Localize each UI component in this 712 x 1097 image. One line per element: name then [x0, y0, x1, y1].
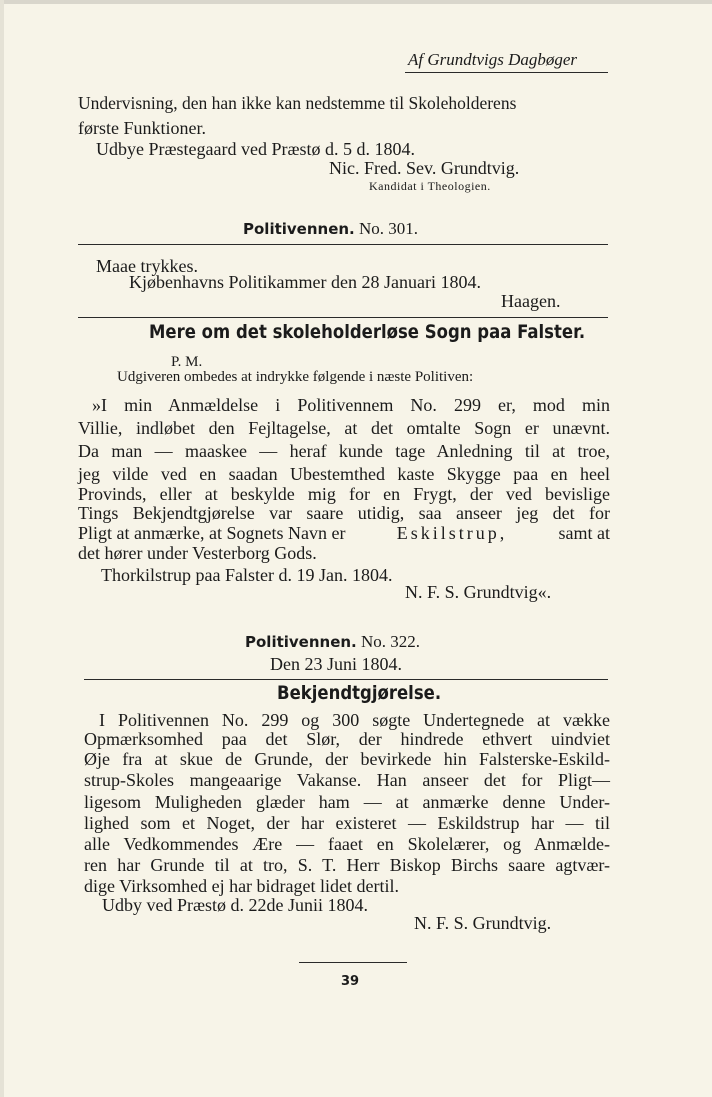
intro-place-date: Udbye Præstegaard ved Præstø d. 5 d. 1804. [96, 139, 415, 159]
intro-title: Kandidat i Theologien. [369, 179, 491, 193]
section1-top-rule [78, 244, 608, 245]
section3-date: Den 23 Juni 1804. [270, 654, 402, 674]
page-number: 39 [341, 974, 360, 989]
section2-request: Udgiveren ombedes at indrykke følgende i næste Politiven: [117, 369, 474, 385]
section3-title: Bekjendtgjørelse. [277, 682, 442, 704]
section3-rule [84, 679, 608, 680]
section3-heading [245, 632, 420, 652]
section3-signature: N. F. S. Grundtvig. [414, 913, 552, 933]
scan-edge-left [0, 0, 4, 1097]
section1-bottom-rule [78, 317, 608, 318]
header-rule [405, 72, 608, 73]
section2-body-line-6: Tings Bekjendtgjørelse var saare utidig, saa anseer jeg det for [78, 503, 610, 523]
section1-line-2: Kjøbenhavns Politikammer den 28 Januari 1804. [129, 272, 481, 292]
section3-heading-name: Politivennen. [245, 633, 357, 651]
intro-line-1: Undervisning, den han ikke kan nedstemme til Skoleholderens [78, 93, 517, 113]
section2-body-line-5: Provinds, eller at beskylde mig for en Frygt, der ved bevislige [78, 484, 610, 504]
section2-pm: P. M. [171, 354, 203, 370]
section3-body-line-4: strup-Skoles mangeaarige Vakanse. Han anseer det for Pligt— [84, 770, 610, 790]
section3-body-line-1: I Politivennen No. 299 og 300 søgte Undertegnede at vække [99, 710, 610, 730]
intro-line-2: første Funktioner. [78, 118, 206, 138]
section2-body-line-1: »I min Anmældelse i Politivennem No. 299 er, mod min [92, 395, 610, 415]
section2-body-line-7-start: Pligt at anmærke, at Sognets Navn er [78, 523, 346, 543]
intro-signature: Nic. Fred. Sev. Grundtvig. [329, 158, 520, 178]
section2-body-line-7-end: samt at [558, 523, 610, 543]
running-title: Af Grundtvigs Dagbøger [408, 50, 578, 69]
section2-body-line-7 [78, 523, 610, 544]
section3-body-line-5: ligesom Muligheden glæder ham — at anmærke denne Under- [84, 792, 610, 812]
scan-edge-top [0, 0, 712, 4]
section2-place-date: Thorkilstrup paa Falster d. 19 Jan. 1804. [101, 565, 393, 585]
section2-body-line-2: Villie, indløbet den Fejltagelse, at det omtalte Sogn er unævnt. [78, 418, 610, 438]
section2-body-line-3: Da man — maaskee — heraf kunde tage Anledning til at troe, [78, 441, 610, 461]
section2-body-line-8: det hører under Vesterborg Gods. [78, 543, 317, 563]
section1-heading-number: No. 301. [359, 219, 419, 238]
section3-body-line-9: dige Virksomhed ej har bidraget lidet dertil. [84, 876, 399, 896]
section1-heading-name: Politivennen. [243, 220, 355, 238]
section2-signature: N. F. S. Grundtvig«. [405, 582, 552, 602]
section1-line-1: Maae trykkes. [96, 256, 198, 276]
section2-body-line-4: jeg vilde ved en saadan Ubestemthed kaste Skygge paa en heel [78, 464, 610, 484]
section3-body-line-3: Øje fra at skue de Grunde, der bevirkede hin Falsterske-Eskild- [84, 749, 610, 769]
section3-body-line-8: ren har Grunde til at tro, S. T. Herr Biskop Birchs saare agtvær- [84, 855, 610, 875]
footer-rule [299, 962, 407, 963]
section1-heading [243, 219, 418, 239]
section3-body-line-6: lighed som et Noget, der har existeret — Eskildstrup har — til [84, 813, 610, 833]
section1-signature: Haagen. [501, 291, 561, 311]
section2-title: Mere om det skoleholderløse Sogn paa Falster. [149, 321, 586, 343]
section3-place-date: Udby ved Præstø d. 22de Junii 1804. [102, 895, 369, 915]
section2-parish-name: Eskilstrup, [396, 523, 508, 543]
section3-body-line-2: Opmærksomhed paa det Slør, der hindrede ethvert uindviet [84, 729, 610, 749]
section3-heading-number: No. 322. [361, 632, 421, 651]
section3-body-line-7: alle Vedkommendes Ære — faaet en Skolelærer, og Anmælde- [84, 834, 610, 854]
